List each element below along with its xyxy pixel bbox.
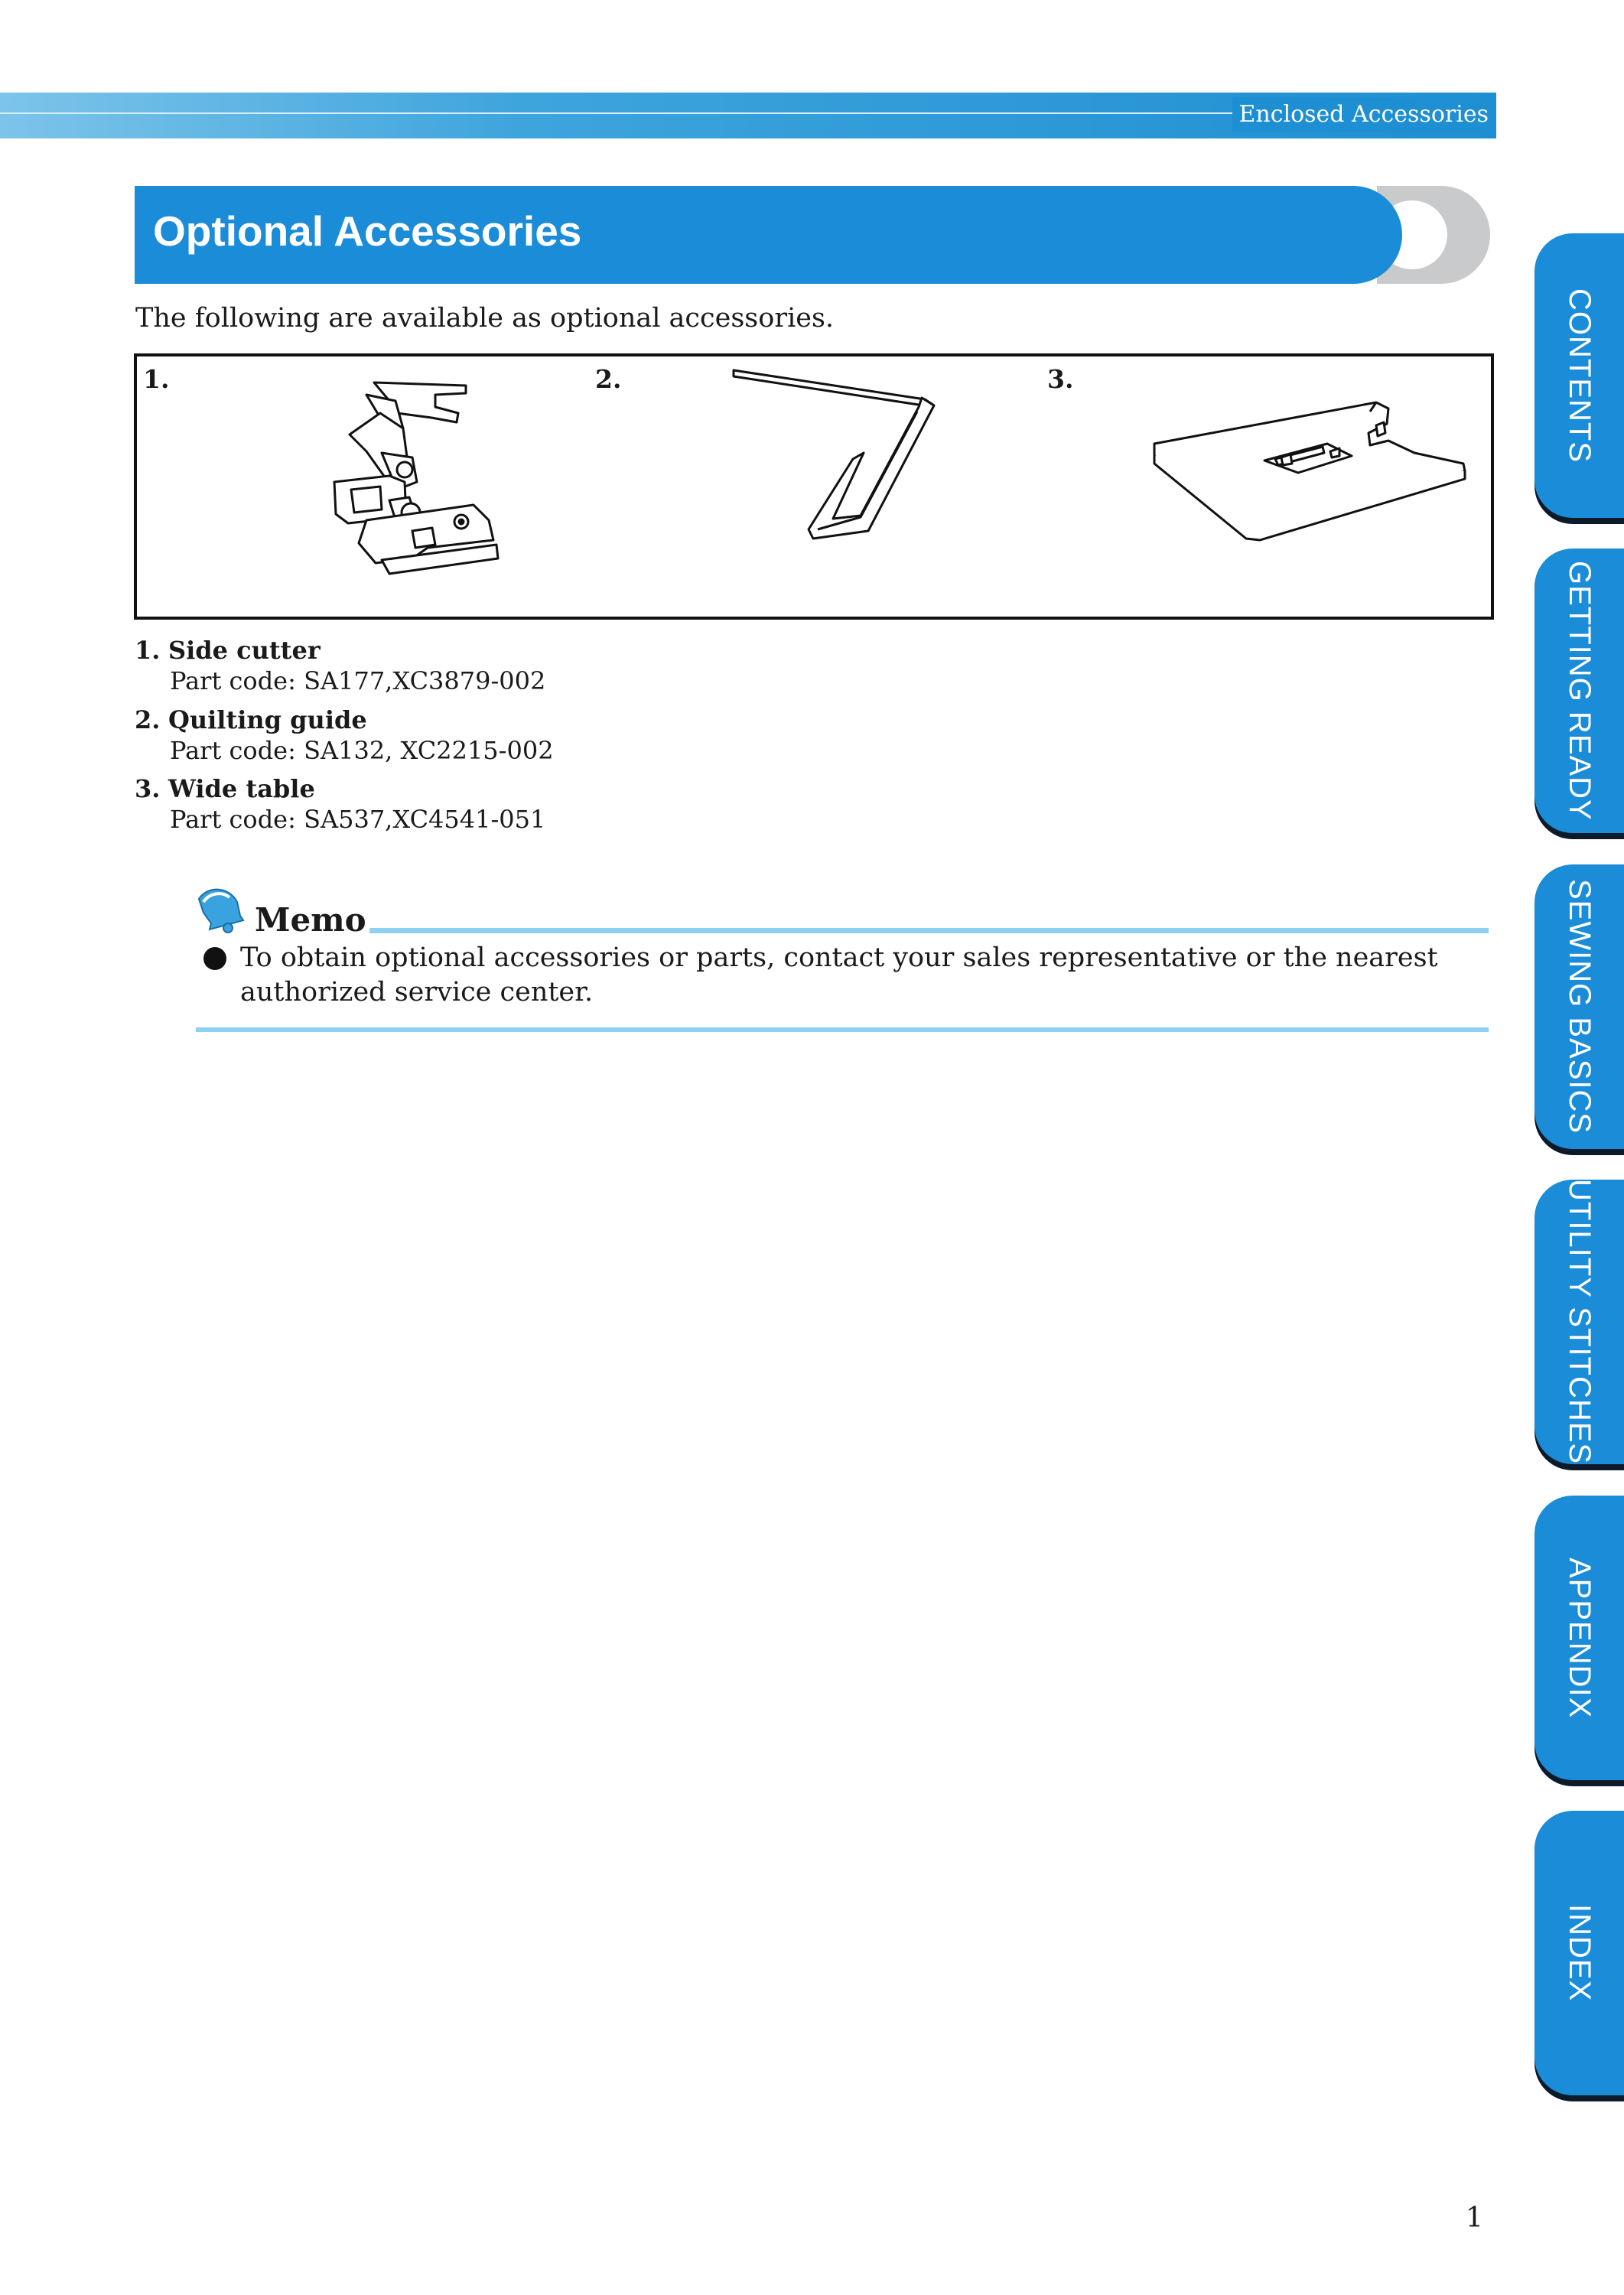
tab-label: GETTING READY: [1563, 561, 1596, 821]
intro-text: The following are available as optional accessories.: [135, 303, 835, 334]
tab-utility-stitches[interactable]: [1535, 1180, 1624, 1464]
memo-rule-top: [369, 928, 1489, 933]
heading-bar: [135, 186, 1402, 284]
figure-label-2: 2.: [595, 364, 622, 394]
part-code: Part code: SA132, XC2215-002: [170, 736, 554, 765]
part-name: Side cutter: [168, 636, 321, 665]
tab-label: APPENDIX: [1563, 1557, 1596, 1719]
tab-sewing-basics[interactable]: [1535, 864, 1624, 1149]
part-item-2: [135, 705, 554, 766]
section-label: Enclosed Accessories: [1232, 97, 1496, 132]
part-code: Part code: SA177,XC3879-002: [170, 666, 546, 695]
memo-text: To obtain optional accessories or parts, contact your sales representative or the nearest authorized service center.: [240, 942, 1438, 1008]
part-number: 1.: [135, 636, 161, 665]
part-number: 3.: [135, 774, 161, 803]
part-item-3: [135, 773, 545, 835]
tab-contents[interactable]: [1535, 233, 1624, 518]
tab-label: INDEX: [1563, 1904, 1596, 2002]
figure-label-1: 1.: [143, 364, 170, 394]
quilting-guide-illustration: [718, 361, 1085, 552]
bell-icon: [193, 882, 246, 936]
part-code: Part code: SA537,XC4541-051: [170, 805, 546, 834]
part-name: Quilting guide: [168, 705, 367, 734]
tab-label: UTILITY STITCHES: [1563, 1179, 1596, 1465]
figure-label-3: 3.: [1047, 364, 1074, 394]
part-number: 2.: [135, 705, 161, 734]
top-banner: [0, 93, 1496, 138]
tab-label: SEWING BASICS: [1563, 879, 1596, 1134]
part-item-1: [135, 635, 545, 696]
memo-rule-bottom: [196, 1027, 1489, 1032]
page-number: 1: [1466, 2202, 1483, 2234]
tab-getting-ready[interactable]: [1535, 549, 1624, 833]
tab-label: CONTENTS: [1563, 288, 1596, 463]
memo-title: Memo: [255, 901, 366, 939]
page-title: Optional Accessories: [153, 207, 582, 255]
side-cutter-illustration: [275, 367, 611, 597]
bullet-icon: [203, 947, 226, 970]
part-name: Wide table: [168, 774, 315, 803]
tab-index[interactable]: [1535, 1811, 1624, 2095]
tab-appendix[interactable]: [1535, 1496, 1624, 1780]
figure-box: [134, 353, 1494, 620]
wide-table-illustration: [1147, 379, 1483, 555]
